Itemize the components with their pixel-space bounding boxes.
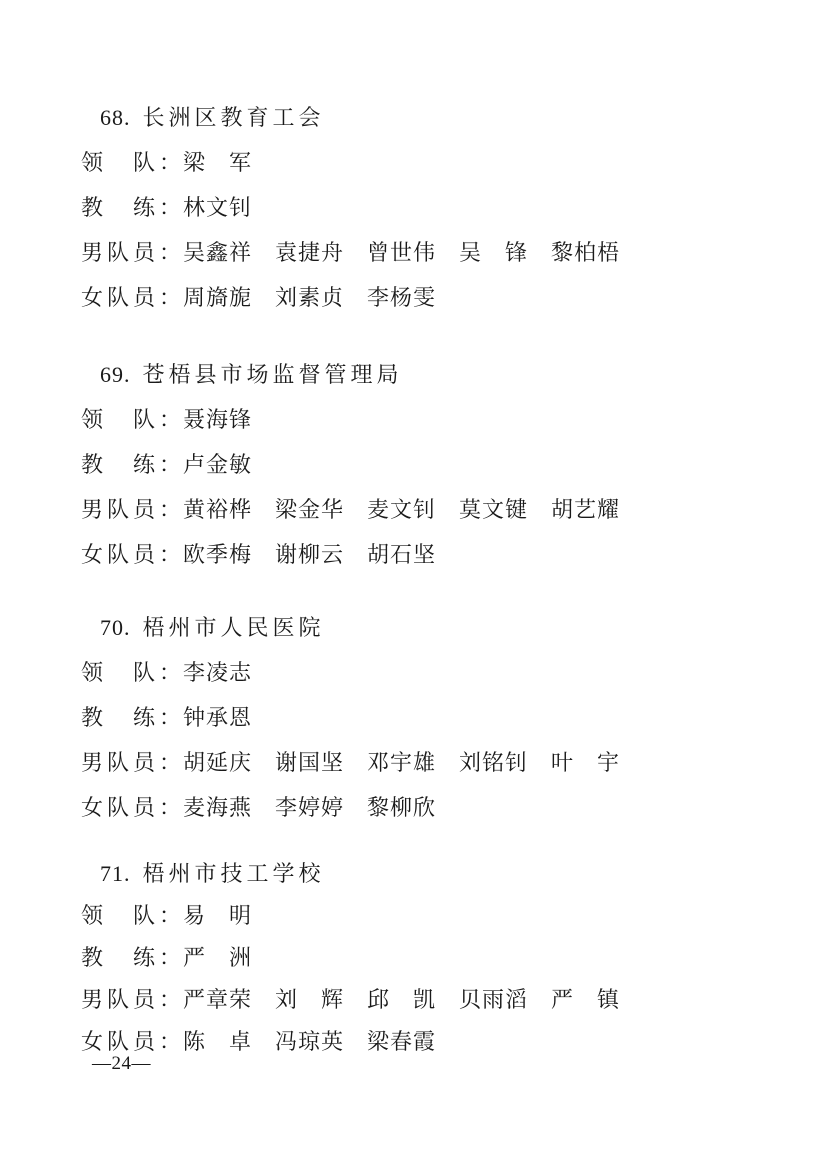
female-members-names: 麦海燕 李婷婷 黎柳欣 xyxy=(183,795,437,820)
coach-label: 教 练： xyxy=(81,452,186,477)
team-name: 梧州市技工学校 xyxy=(142,861,325,886)
team-entry-71 xyxy=(81,853,620,1063)
coach-label: 教 练： xyxy=(81,945,186,970)
male-members-label: 男队员： xyxy=(81,750,186,775)
male-members-names: 吴鑫祥 袁捷舟 曾世伟 吴 锋 黎柏梧 xyxy=(183,240,621,265)
female-members-names: 陈 卓 冯琼英 梁春霞 xyxy=(183,1029,437,1054)
female-members-label: 女队员： xyxy=(81,542,186,567)
team-name: 苍梧县市场监督管理局 xyxy=(142,362,403,387)
coach-name: 林文钊 xyxy=(183,195,253,220)
male-members-label: 男队员： xyxy=(81,497,186,522)
team-title xyxy=(81,605,620,650)
team-number: 70. xyxy=(100,615,131,640)
coach-name: 严 洲 xyxy=(183,945,253,970)
leader-label: 领 队： xyxy=(81,903,186,928)
male-members-names: 黄裕桦 梁金华 麦文钊 莫文键 胡艺耀 xyxy=(183,497,621,522)
leader-row xyxy=(81,140,620,185)
male-members-row xyxy=(81,979,620,1021)
male-members-label: 男队员： xyxy=(81,987,186,1012)
female-members-names: 欧季梅 谢柳云 胡石坚 xyxy=(183,542,437,567)
leader-name: 李凌志 xyxy=(183,660,253,685)
female-members-row xyxy=(81,275,620,320)
leader-row xyxy=(81,397,620,442)
team-number: 68. xyxy=(100,105,131,130)
female-members-row xyxy=(81,785,620,830)
coach-name: 卢金敏 xyxy=(183,452,253,477)
team-title xyxy=(81,352,620,397)
page-number: —24— xyxy=(92,1053,151,1074)
team-title xyxy=(81,853,620,895)
coach-label: 教 练： xyxy=(81,705,186,730)
coach-row xyxy=(81,695,620,740)
team-name: 长洲区教育工会 xyxy=(142,105,325,130)
team-entry-70 xyxy=(81,605,620,830)
team-title xyxy=(81,95,620,140)
team-entry-69 xyxy=(81,352,620,577)
leader-row xyxy=(81,895,620,937)
leader-row xyxy=(81,650,620,695)
leader-name: 梁 军 xyxy=(183,150,253,175)
male-members-names: 胡延庆 谢国坚 邓宇雄 刘铭钊 叶 宇 xyxy=(183,750,621,775)
male-members-row xyxy=(81,740,620,785)
female-members-label: 女队员： xyxy=(81,795,186,820)
coach-row xyxy=(81,442,620,487)
team-name: 梧州市人民医院 xyxy=(142,615,325,640)
coach-row xyxy=(81,937,620,979)
leader-label: 领 队： xyxy=(81,660,186,685)
male-members-row xyxy=(81,230,620,275)
team-number: 69. xyxy=(100,362,131,387)
male-members-row xyxy=(81,487,620,532)
female-members-label: 女队员： xyxy=(81,285,186,310)
team-number: 71. xyxy=(100,861,131,886)
leader-label: 领 队： xyxy=(81,407,186,432)
male-members-label: 男队员： xyxy=(81,240,186,265)
female-members-label: 女队员： xyxy=(81,1029,186,1054)
leader-name: 聂海锋 xyxy=(183,407,253,432)
coach-row xyxy=(81,185,620,230)
female-members-names: 周旖旎 刘素贞 李杨雯 xyxy=(183,285,437,310)
coach-name: 钟承恩 xyxy=(183,705,253,730)
male-members-names: 严章荣 刘 辉 邱 凯 贝雨滔 严 镇 xyxy=(183,987,621,1012)
female-members-row xyxy=(81,532,620,577)
leader-label: 领 队： xyxy=(81,150,186,175)
team-entry-68 xyxy=(81,95,620,320)
leader-name: 易 明 xyxy=(183,903,253,928)
female-members-row xyxy=(81,1021,620,1063)
coach-label: 教 练： xyxy=(81,195,186,220)
